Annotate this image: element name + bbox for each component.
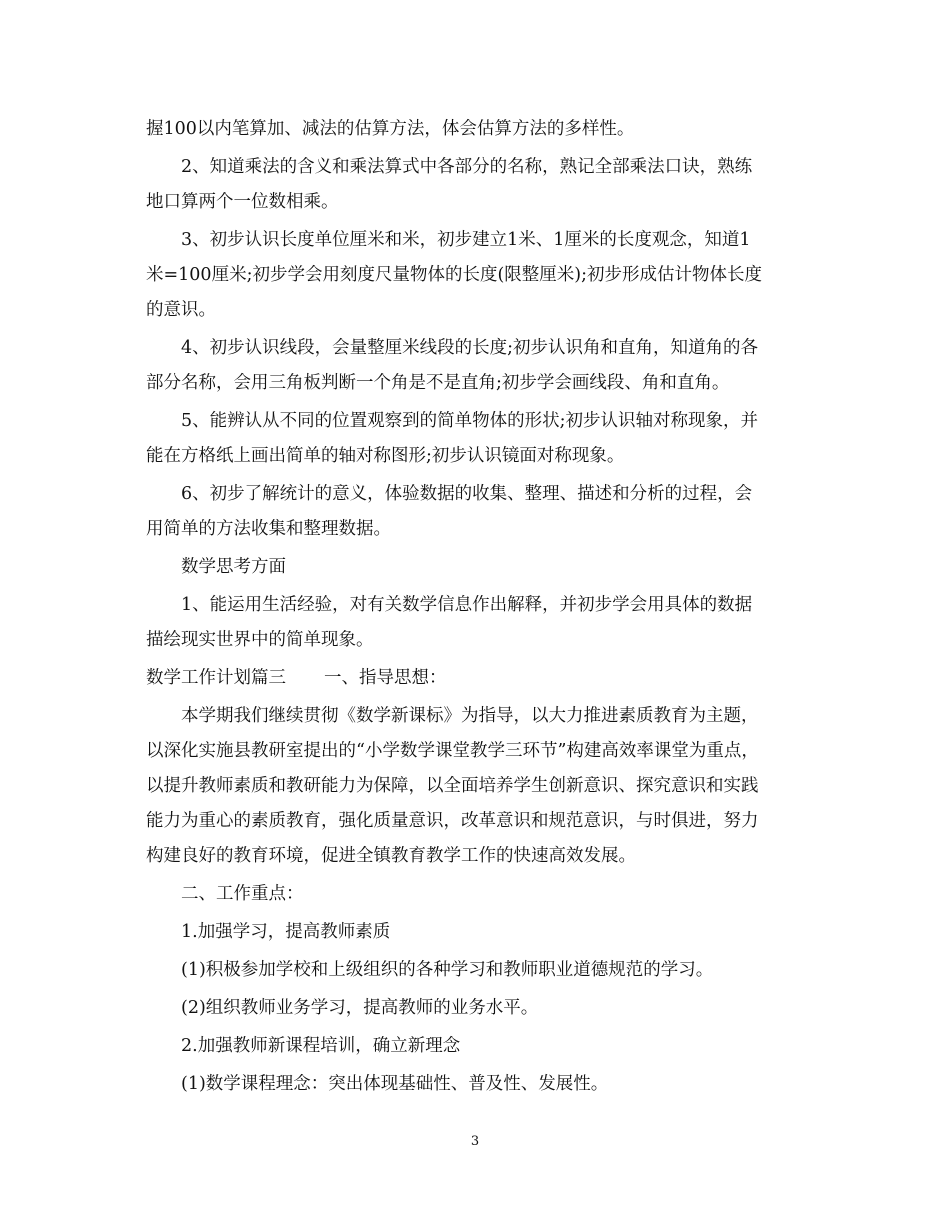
text-block-lower — [146, 699, 806, 1102]
text-line: 6、初步了解统计的意义，体验数据的收集、整理、描述和分析的过程，会 — [181, 484, 753, 504]
text-line: 1、能运用生活经验，对有关数学信息作出解释，并初步学会用具体的数据 — [181, 595, 753, 615]
text-line: 1.加强学习，提高教师素质 — [181, 922, 391, 942]
text-line: 描绘现实世界中的简单现象。 — [146, 630, 374, 650]
text-line: 数学思考方面 — [181, 557, 286, 577]
text-line: 的意识。 — [146, 300, 216, 320]
section-heading — [146, 661, 806, 696]
text-line: 能在方格纸上画出简单的轴对称图形;初步认识镜面对称现象。 — [146, 446, 625, 466]
text-line: 2、知道乘法的含义和乘法算式中各部分的名称，熟记全部乘法口诀，熟练 — [181, 157, 753, 177]
text-line: 3、初步认识长度单位厘米和米，初步建立1米、1厘米的长度观念，知道1 — [181, 230, 751, 250]
text-line: 以提升教师素质和教研能力为保障，以全面培养学生创新意识、探究意识和实践 — [146, 776, 759, 796]
text-line: 用简单的方法收集和整理数据。 — [146, 519, 391, 539]
text-line: 二、工作重点： — [181, 884, 304, 904]
page-number: 3 — [470, 1134, 480, 1149]
text-line: 能力为重心的素质教育，强化质量意识，改革意识和规范意识，与时俱进，努力 — [146, 811, 759, 831]
text-line: 部分名称，会用三角板判断一个角是不是直角;初步学会画线段、角和直角。 — [146, 373, 730, 393]
text-line: 5、能辨认从不同的位置观察到的简单物体的形状;初步认识轴对称现象，并 — [181, 411, 759, 431]
text-line: (2)组织教师业务学习，提高教师的业务水平。 — [181, 998, 539, 1018]
text-line: 以深化实施县教研室提出的“小学数学课堂教学三环节”构建高效率课堂为重点， — [146, 741, 759, 761]
section-subtitle: 一、指导思想： — [324, 668, 447, 688]
text-line: 地口算两个一位数相乘。 — [146, 192, 339, 212]
text-line: 2.加强教师新课程培训，确立新理念 — [181, 1036, 461, 1056]
text-block-upper — [146, 112, 806, 658]
text-line: (1)数学课程理念：突出体现基础性、普及性、发展性。 — [181, 1074, 609, 1094]
text-line: 米=100厘米;初步学会用刻度尺量物体的长度(限整厘米);初步形成估计物体长度 — [146, 265, 763, 285]
text-line: 握100以内笔算加、减法的估算方法，体会估算方法的多样性。 — [146, 119, 635, 139]
text-line: 4、初步认识线段，会量整厘米线段的长度;初步认识角和直角，知道角的各 — [181, 338, 759, 358]
text-line: 本学期我们继续贯彻《数学新课标》为指导，以大力推进素质教育为主题， — [181, 706, 759, 726]
document-body — [146, 112, 806, 1102]
text-line: (1)积极参加学校和上级组织的各种学习和教师职业道德规范的学习。 — [181, 960, 714, 980]
section-title: 数学工作计划篇三 — [146, 668, 286, 688]
text-line: 构建良好的教育环境，促进全镇教育教学工作的快速高效发展。 — [146, 846, 636, 866]
